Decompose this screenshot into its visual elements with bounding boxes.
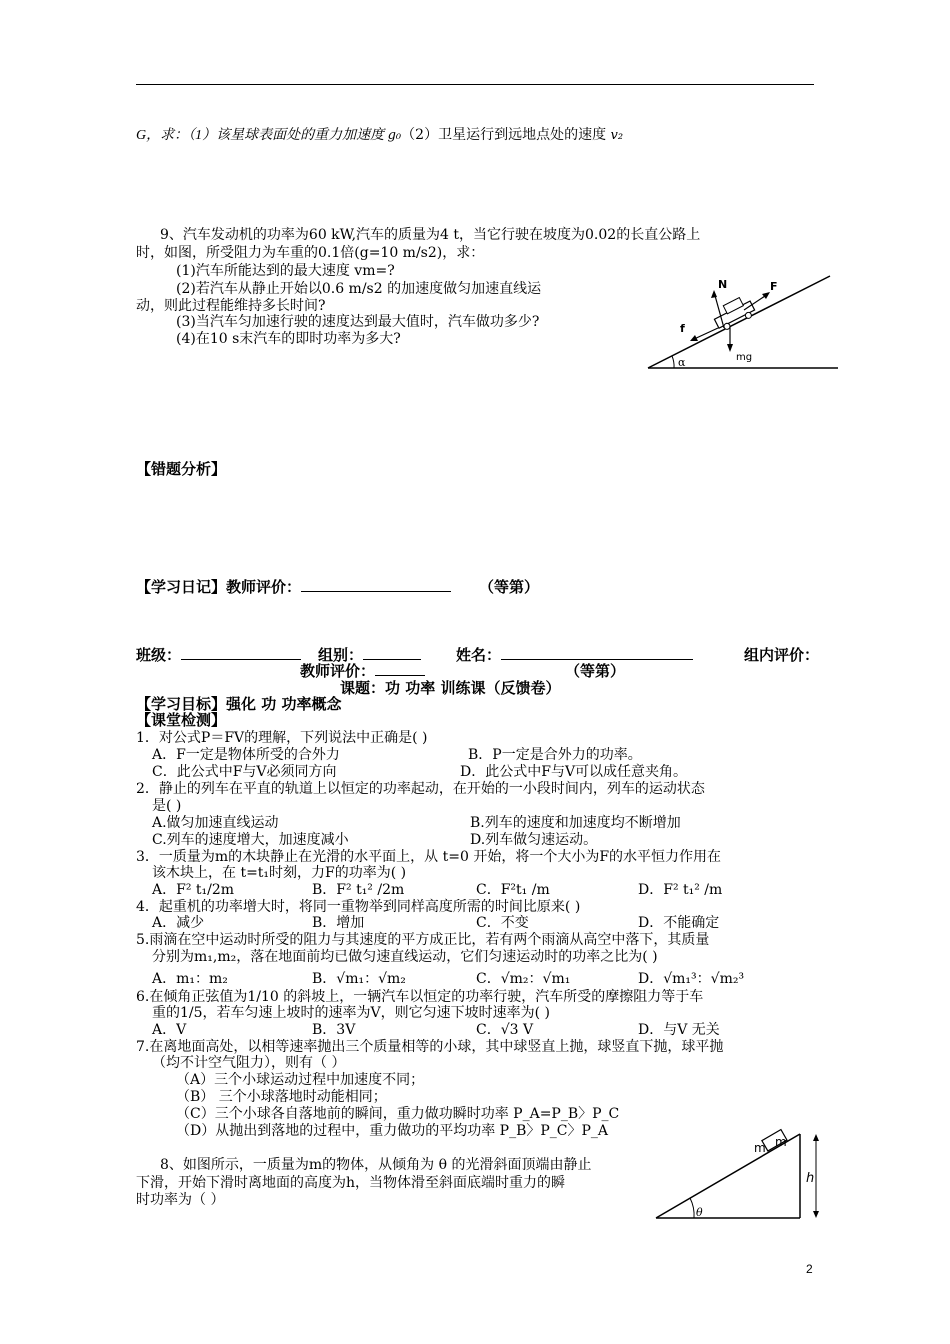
group-blank[interactable] [363,645,421,660]
q7-option-c: （C）三个小球各自落地前的瞬间，重力做功瞬时功率 P_A=P_B〉P_C [176,1106,620,1122]
page-number: 2 [806,1262,813,1276]
name-field: 姓名： [456,644,693,665]
q6-option-c: C．√3 V [476,1022,534,1038]
q4-option-a: A．减少 [152,915,205,931]
q4-option-c: C．不变 [476,915,529,931]
q3-line2: 该木块上，在 t=t₁时刻，力F的功率为( ) [152,865,407,881]
q3-option-d: D．F² t₁² /m [638,882,723,898]
q2-option-a: A.做匀加速直线运动 [152,815,279,831]
fig-label-mg: mg [736,352,753,363]
incline-block-figure [650,1120,830,1224]
q5-option-c: C．√m₂：√m₁ [476,971,571,987]
q3-line1: 3．一质量为m的木块静止在光滑的水平面上，从 t=0 开始，将一个大小为F的水平恒力作用在 [136,849,722,865]
fig-label-theta: θ [696,1206,703,1219]
q5-option-d: D．√m₁³：√m₂³ [638,971,745,987]
q7-line1: 7.在离地面高处，以相等速率抛出三个质量相等的小球，其中球竖直上抛，球竖直下抛，球平抛 [136,1039,724,1055]
topic: 课题：功 功率 训练课（反馈卷） [340,679,561,697]
q2-option-d: D.列车做匀速运动。 [470,832,598,848]
fig-label-N: N [718,278,728,291]
q3-option-b: B．F² t₁² /2m [312,882,405,898]
q2-line1: 2．静止的列车在平直的轨道上以恒定的功率起动，在开始的一小段时间内，列车的运动状态 [136,781,705,797]
q1-option-a: A．F一定是物体所受的合外力 [152,747,340,763]
fig-label-alpha: α [678,356,686,369]
q4-option-b: B．增加 [312,915,365,931]
q9-sub2b: 动，则此过程能维持多长时间? [136,298,326,314]
group-eval-label: 组内评价： [744,646,820,664]
q6-option-a: A．V [152,1022,187,1038]
q3-option-c: C．F²t₁ /m [476,882,550,898]
q7-option-a: （A）三个小球运动过程中加速度不同； [176,1072,425,1088]
q5-line2: 分别为m₁,m₂，落在地面前均已做匀速直线运动，它们匀速运动时的功率之比为( ) [152,949,658,965]
q4-stem: 4．起重机的功率增大时，将同一重物举到同样高度所需的时间比原来( ) [136,899,581,915]
q8-line2: 下滑，开始下滑时离地面的高度为h，当物体滑至斜面底端时重力的瞬 [136,1175,566,1191]
q2-line2: 是( ) [152,798,182,814]
fig-label-f: f [680,322,685,335]
q4-option-d: D．不能确定 [638,915,720,931]
q8-line1: 8、如图所示，一质量为m的物体，从倾角为 θ 的光滑斜面顶端由静止 [160,1157,592,1173]
q6-option-b: B．3V [312,1022,356,1038]
q7-option-d: （D）从抛出到落地的过程中，重力做功的平均功率 P_B〉P_C〉P_A [176,1123,609,1139]
q9-sub1: (1)汽车所能达到的最大速度 vm=? [176,263,395,279]
fig-label-F: F [770,280,778,293]
q-continuation: G，求：（1）该星球表面处的重力加速度 g₀（2）卫星运行到远地点处的速度 v₂ [136,127,624,143]
q8-line3: 时功率为（ ） [136,1192,225,1208]
q9-sub4: (4)在10 s末汽车的即时功率为多大? [176,331,401,347]
q2-option-c: C.列车的速度增大，加速度减小 [152,832,349,848]
fig-label-m-outside: m [754,1141,766,1155]
teacher-eval-blank[interactable] [301,577,451,592]
class-check-heading: 【课堂检测】 [136,711,227,729]
fig-label-h: h [806,1171,815,1186]
q3-option-a: A．F² t₁/2m [152,882,235,898]
header-rule [136,84,814,85]
q9-sub3: (3)当汽车匀加速行驶的速度达到最大值时，汽车做功多少? [176,314,540,330]
name-blank[interactable] [501,645,693,660]
q5-option-a: A．m₁：m₂ [152,971,228,987]
incline-car-figure [640,270,840,375]
learning-goal: 【学习目标】强化 功 功率概念 [136,695,342,713]
q7-line2: （均不计空气阻力），则有（ ） [152,1055,346,1071]
q1-stem: 1．对公式P＝FV的理解，下列说法中正确是( ) [136,730,428,746]
error-analysis-heading: 【错题分析】 [136,460,227,478]
fig-label-m-block: m [775,1135,787,1149]
q1-option-d: D．此公式中F与V可以成任意夹角。 [460,764,688,780]
class-field: 班级： [136,644,301,665]
q5-option-b: B．√m₁：√m₂ [312,971,406,987]
group-field: 组别： [318,644,421,665]
q2-option-b: B.列车的速度和加速度均不断增加 [470,815,681,831]
teacher-eval-field: 教师评价： （等第） [300,662,626,680]
q9-line2: 时，如图，所受阻力为车重的0.1倍(g=10 m/s2)，求： [136,245,485,261]
q6-line2: 重的1/5，若车匀速上坡时的速率为V，则它匀速下坡时速率为( ) [152,1005,551,1021]
q1-option-c: C．此公式中F与V必须同方向 [152,764,337,780]
q5-line1: 5.雨滴在空中运动时所受的阻力与其速度的平方成正比，若有两个雨滴从高空中落下，其质量 [136,932,710,948]
q7-option-b: （B） 三个小球落地时动能相同； [176,1089,387,1105]
study-diary: 【学习日记】教师评价： （等第） [136,578,540,596]
teacher-eval-blank-2[interactable] [375,661,425,676]
q1-option-b: B．P一定是合外力的功率。 [468,747,642,763]
class-blank[interactable] [181,645,301,660]
q9-sub2a: (2)若汽车从静止开始以0.6 m/s2 的加速度做匀加速直线运 [176,281,542,297]
q9-line1: 9、汽车发动机的功率为60 kW,汽车的质量为4 t，当它行驶在坡度为0.02的长直公路上 [160,227,701,243]
q6-option-d: D．与V 无关 [638,1022,720,1038]
q6-line1: 6.在倾角正弦值为1/10 的斜坡上，一辆汽车以恒定的功率行驶，汽车所受的摩擦阻力等于车 [136,989,704,1005]
